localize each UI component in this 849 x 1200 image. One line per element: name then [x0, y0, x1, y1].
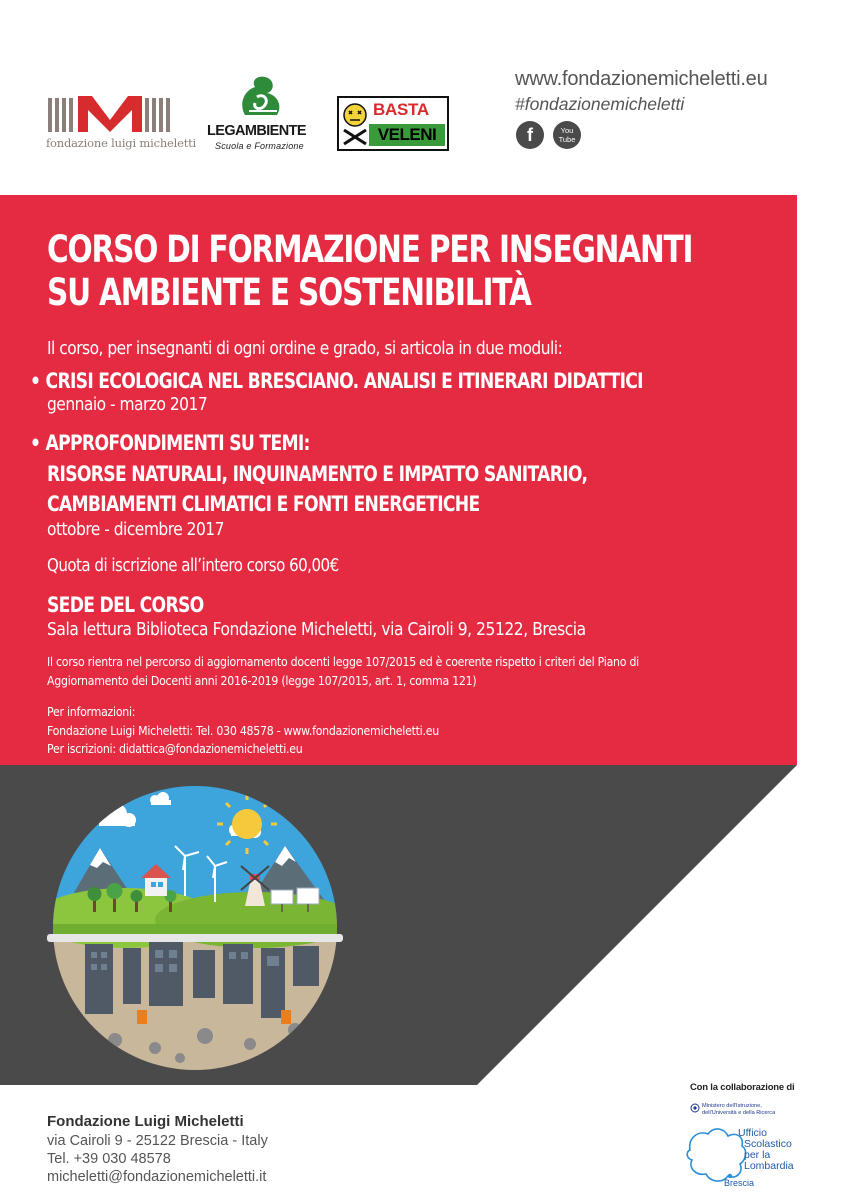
footer-org-name: Fondazione Luigi Micheletti [47, 1113, 244, 1130]
youtube-label-top: You [560, 126, 574, 135]
course-info-panel [0, 195, 797, 765]
module-2-topics-2: CAMBIAMENTI CLIMATICI E FONTI ENERGETICHE [47, 492, 480, 517]
venue-text: Sala lettura Biblioteca Fondazione Micheletti, via Cairoli 9, 25122, Brescia [47, 619, 586, 640]
footer-phone: Tel. +39 030 48578 [47, 1151, 171, 1167]
module-2-title-text: APPROFONDIMENTI SU TEMI: [45, 431, 310, 456]
veleni-word: VELENI [369, 124, 445, 146]
ministero-line-1: Ministero dell'Istruzione, [702, 1103, 762, 1109]
website-link[interactable]: www.fondazionemicheletti.eu [515, 68, 768, 90]
micheletti-logo-caption: fondazione luigi micheletti [46, 136, 197, 150]
eco-planet-illustration [45, 778, 345, 1078]
collaboration-label: Con la collaborazione di [690, 1082, 795, 1093]
info-label: Per informazioni: [47, 704, 136, 719]
swan-icon [237, 75, 287, 121]
note-line-2: Aggiornamento dei Docenti anni 2016-2019 (legge 107/2015, art. 1, comma 121) [47, 673, 477, 688]
facebook-icon[interactable] [516, 121, 544, 149]
ministero-text [702, 1103, 775, 1117]
info-contact-line[interactable]: Fondazione Luigi Micheletti: Tel. 030 48578 - www.fondazionemicheletti.eu [47, 723, 439, 738]
youtube-label-bottom: Tube [558, 135, 576, 144]
basta-veleni-logo [337, 96, 449, 151]
usr-line-2: Scolastico [744, 1138, 792, 1150]
module-2-topics-1: RISORSE NATURALI, INQUINAMENTO E IMPATTO SANITARIO, [47, 462, 588, 487]
module-2-title: • APPROFONDIMENTI SU TEMI: [30, 431, 310, 456]
ministero-emblem-icon [690, 1103, 700, 1113]
youtube-icon[interactable] [553, 121, 581, 149]
legambiente-logo [205, 75, 325, 155]
facebook-glyph: f [527, 125, 533, 145]
venue-title: SEDE DEL CORSO [47, 593, 204, 618]
footer-email-link[interactable]: micheletti@fondazionemicheletti.it [47, 1169, 267, 1185]
module-2-dates: ottobre - dicembre 2017 [47, 519, 224, 540]
module-1-dates: gennaio - marzo 2017 [47, 394, 208, 415]
legambiente-subtitle: Scuola e Formazione [215, 141, 304, 151]
fee-text: Quota di iscrizione all’intero corso 60,00€ [47, 556, 339, 576]
intro-text: Il corso, per insegnanti di ogni ordine e grado, si articola in due moduli: [47, 338, 563, 359]
enrollment-line[interactable]: Per iscrizioni: didattica@fondazionemicheletti.eu [47, 741, 303, 756]
usr-city: Brescia [724, 1178, 755, 1188]
usr-line-1: Ufficio [738, 1127, 767, 1139]
micheletti-logo [46, 90, 197, 160]
note-line-1: Il corso rientra nel percorso di aggiornamento docenti legge 107/2015 ed è coerente rispetto i criteri del Piano di [47, 654, 639, 669]
basta-text: BASTA [373, 100, 429, 119]
usr-line-4: Lombardia [744, 1160, 794, 1172]
usr-line-3: per la [744, 1149, 771, 1161]
footer-address: via Cairoli 9 - 25122 Brescia - Italy [47, 1133, 268, 1149]
ministero-line-2: dell'Università e della Ricerca [702, 1110, 776, 1116]
basta-word [373, 100, 429, 120]
micheletti-logo-mark [48, 94, 172, 134]
skull-smiley-icon [341, 102, 369, 146]
hashtag: #fondazionemicheletti [515, 94, 685, 114]
module-1-title: • CRISI ECOLOGICA NEL BRESCIANO. ANALISI E ITINERARI DIDATTICI [30, 369, 643, 394]
headline-line-2: SU AMBIENTE E SOSTENIBILITÀ [47, 271, 531, 314]
legambiente-name: LEGAMBIENTE [207, 123, 306, 139]
headline-line-1: CORSO DI FORMAZIONE PER INSEGNANTI [47, 228, 693, 271]
module-1-title-text: CRISI ECOLOGICA NEL BRESCIANO. ANALISI E ITINERARI DIDATTICI [45, 369, 643, 394]
